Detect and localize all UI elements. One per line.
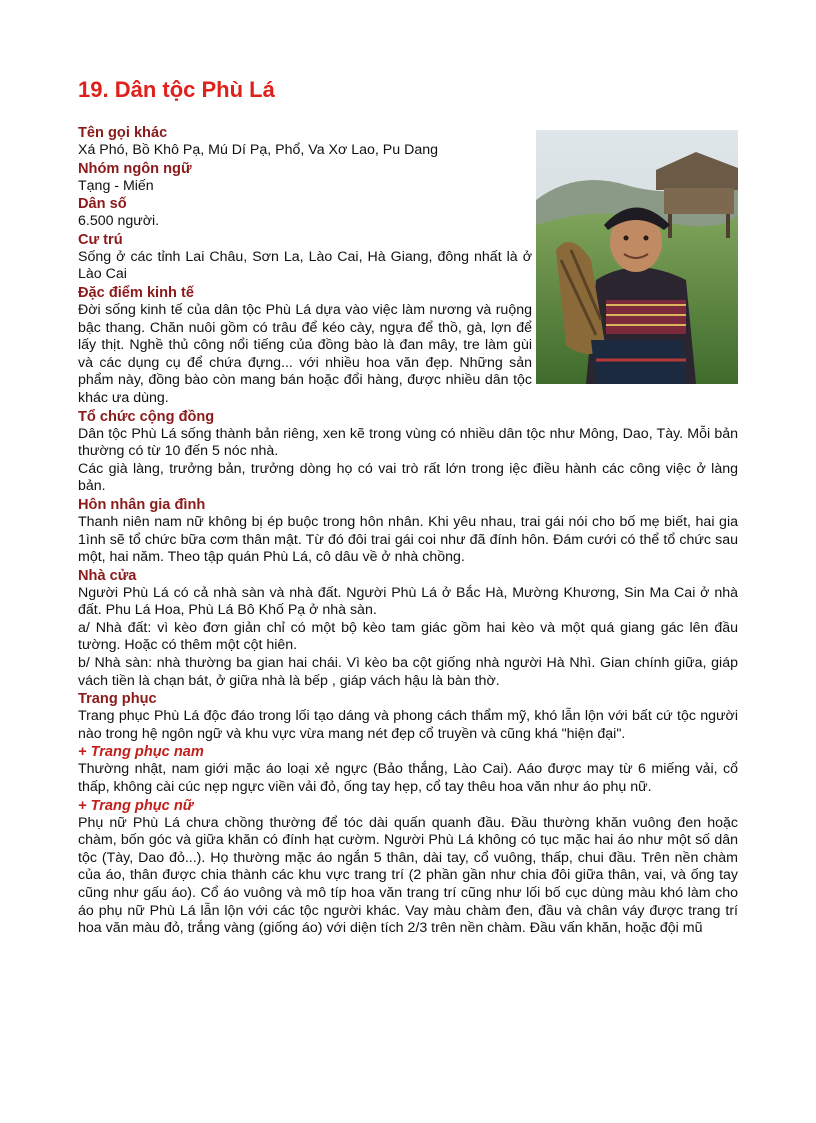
section-paragraph-nha-cua-3: b/ Nhà sàn: nhà thường ba gian hai chái. Vì kèo ba cột giống nhà người Hà Nhì. Gian chính giữa, giáp vách tiền là chạn bát, ở giữa nhà là bếp , giáp vách hậu là bàn thờ. [78,655,738,689]
section-text-nhom-ngon-ngu: Tạng - Miến [78,177,154,194]
section-paragraph-cong-dong-2: Các già làng, trưởng bản, trưởng dòng họ có vai trò rất lớn trong iệc điều hành các công việc ở làng bản. [78,460,738,495]
document-page [78,76,738,938]
section-paragraph-nha-cua-2: a/ Nhà đất: vì kèo đơn giản chỉ có một bộ kèo tam giác gồm hai kèo và một quá giang gác lên đầu tường. Hoặc có thêm một cột hiên. [78,619,738,654]
section-heading-trang-phuc-nam: + Trang phục nam [78,744,204,761]
section-text-trang-phuc-nam: Thường nhật, nam giới mặc áo loại xẻ ngực (Bảo thắng, Lào Cai). Aáo được may từ 6 miếng vải, cổ thấp, không cài cúc nẹp ngực viền vải đỏ, ống tay hẹp, cổ tay thêu hoa văn như áo phụ nữ. [78,761,738,796]
section-text-trang-phuc: Trang phục Phù Lá độc đáo trong lối tạo dáng và phong cách thẩm mỹ, khó lẫn lộn với bất cứ tộc người nào trong hệ ngôn ngữ và khu vực vừa mang nét đẹp cổ truyền và cũng khá "hiện đại". [78,708,738,742]
section-text-hon-nhan: Thanh niên nam nữ không bị ép buộc trong hôn nhân. Khi yêu nhau, trai gái nói cho bố mẹ biết, hai gia 1ình sẽ tổ chức bữa cơm thân mật. Từ đó đôi trai gái coi như đã đính hôn. Đám cưới có thể tổ chức sau một, hai năm. Theo tập quán Phù Lá, cô dâu về ở nhà chồng. [78,513,738,566]
section-heading-dan-so: Dân số [78,196,127,213]
section-heading-cong-dong: Tổ chức cộng đồng [78,408,215,425]
section-heading-hon-nhan: Hôn nhân gia đình [78,496,206,513]
section-text-dan-so: 6.500 người. [78,213,160,230]
section-paragraph-cong-dong-1: Dân tộc Phù Lá sống thành bản riêng, xen kẽ trong vùng có nhiều dân tộc như Mông, Dao, Tày. Mỗi bản thường có từ 10 đến 5 nóc nhà. [78,425,738,460]
document-body [78,124,738,938]
page-title: 19. Dân tộc Phù Lá [78,77,275,102]
section-heading-nhom-ngon-ngu: Nhóm ngôn ngữ [78,160,192,177]
section-heading-trang-phuc: Trang phục [78,691,157,708]
section-heading-ten-goi-khac: Tên gọi khác [78,125,168,141]
section-heading-nha-cua: Nhà cửa [78,567,137,584]
section-text-ten-goi-khac: Xá Phó, Bồ Khô Pạ, Mú Dí Pạ, Phổ, Va Xơ Lao, Pu Dang [78,142,438,158]
section-heading-cu-tru: Cư trú [78,231,123,248]
section-text-cu-tru: Sống ở các tỉnh Lai Châu, Sơn La, Lào Cai, Hà Giang, đông nhất là ở Lào Cai [78,248,532,283]
section-text-kinh-te: Đời sống kinh tế của dân tộc Phù Lá dựa vào việc làm nương và ruộng bậc thang. Chăn nuôi gồm có trâu để kéo cày, ngựa để thồ, gà, lợn để lấy thịt. Nghề thủ công nổi tiếng của đồng bào là đan mây, tre làm gùi và các dụng cụ để chứa đựng... với nhiều hoa văn đẹp. Những sản phẩm này, đồng bào còn mang bán hoặc đổi hàng, được nhiều dân tộc khác ưa dùng. [78,301,532,406]
section-heading-kinh-te: Đặc điểm kinh tế [78,284,194,301]
ethnic-woman-photo-icon [536,130,738,384]
section-paragraph-nha-cua-1: Người Phù Lá có cả nhà sàn và nhà đất. Người Phù Lá ở Bắc Hà, Mường Khương, Sin Ma Cai ở nhà đất. Phu Lá Hoa, Phù Lá Bô Khố Pạ ở nhà sàn. [78,584,738,619]
section-heading-trang-phuc-nu: + Trang phục nữ [78,797,194,814]
section-text-trang-phuc-nu: Phụ nữ Phù Lá chưa chồng thường để tóc dài quấn quanh đầu. Đầu thường khăn vuông đen hoặc chàm, bốn góc và giữa khăn có đính hạt cườm. Người Phù Lá không có tục mặc hai áo như một số dân tộc (Tày, Dao đỏ...). Họ thường mặc áo ngắn 5 thân, dài tay, cổ vuông, thấp, chui đầu. Trên nền chàm của áo, thân được chia thành các khu vực trang trí (2 phần gần như chia đôi giữa thân, vai, và ống tay cũng như gấu áo). Cổ áo vuông và mô típ hoa văn trang trí cũng như lối bố cục dùng màu khó làm cho áo phụ nữ Phù Lá lẫn lộn với các tộc người khác. Vay màu chàm đen, đầu và chân váy được trang trí hoa văn màu đỏ, trắng vàng (giống áo) với diện tích 2/3 trên nền chàm. Đầu vấn khăn, hoặc đội mũ [78,814,738,937]
